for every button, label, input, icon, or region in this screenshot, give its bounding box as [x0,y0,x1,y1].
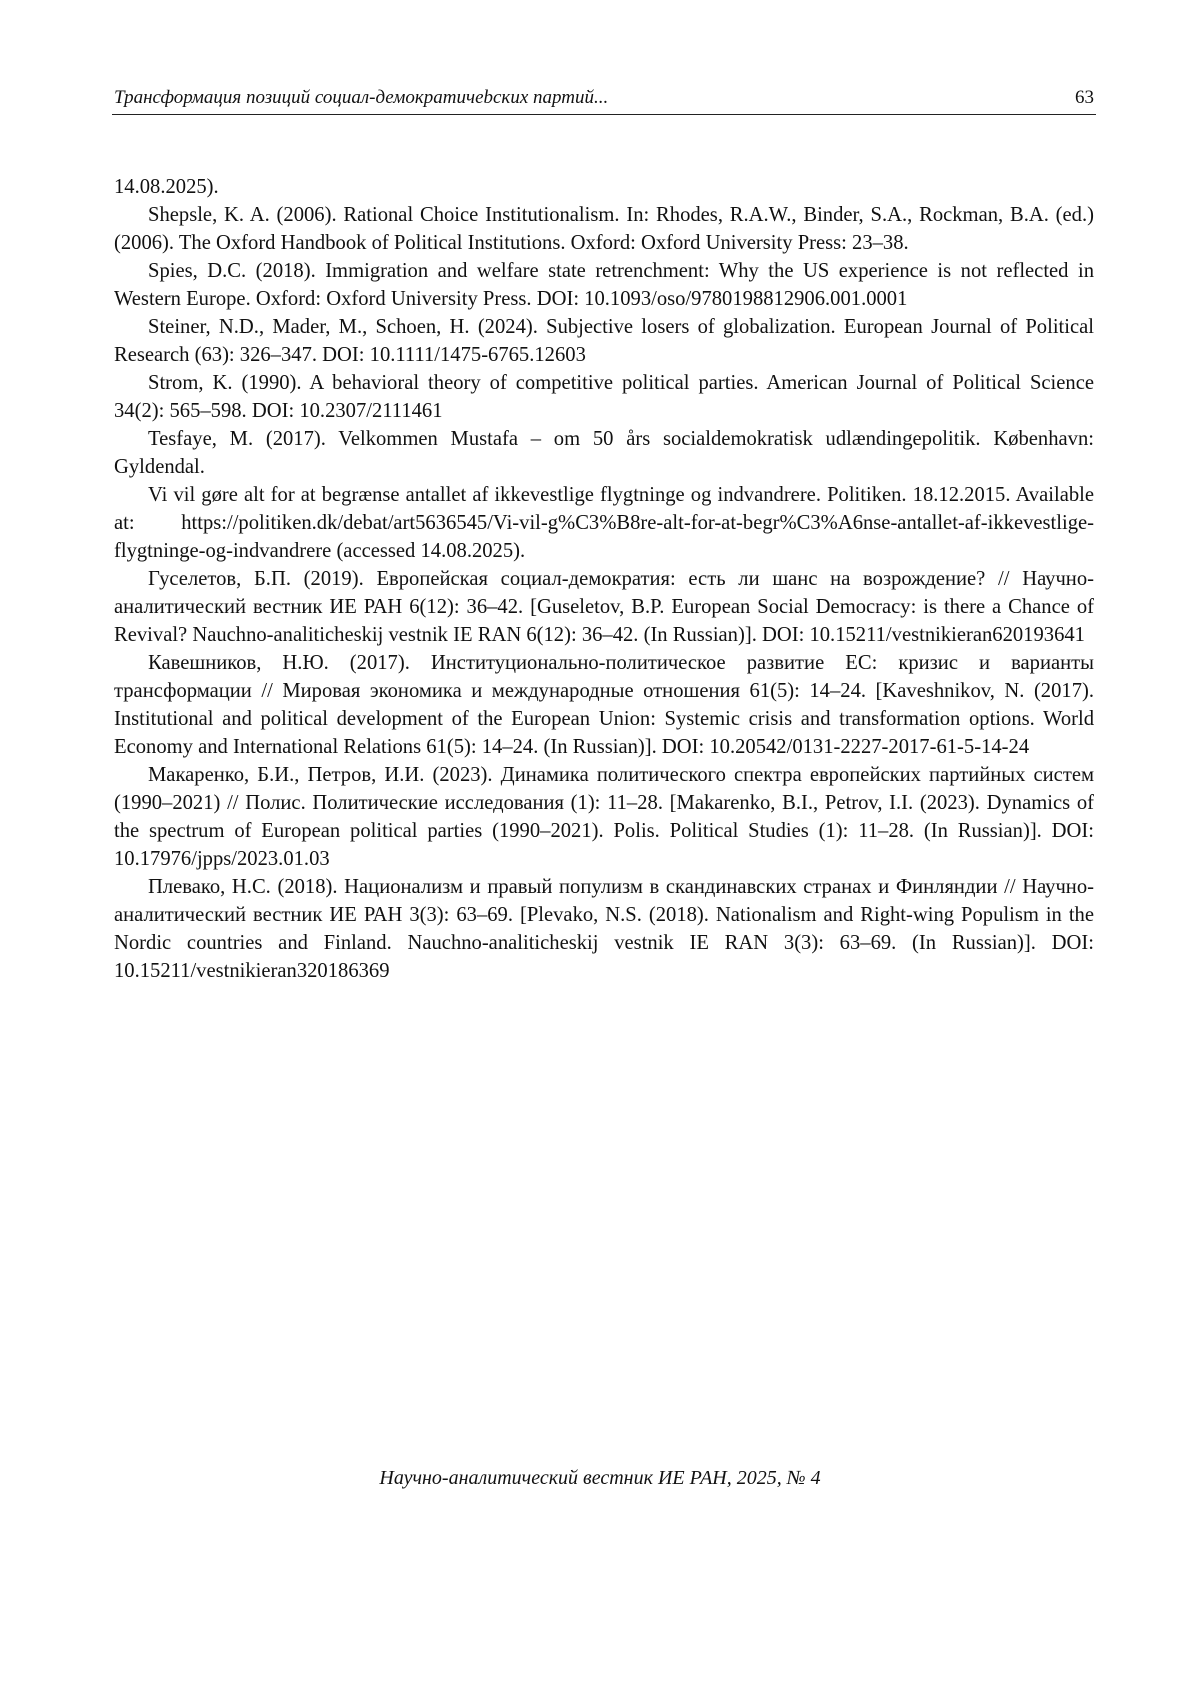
reference-list [114,173,1094,985]
running-header [112,84,1096,115]
reference-politiken-2015: Vi vil gøre alt for at begrænse antallet af ikkevestlige flygtninge og indvandrere. Politiken. 18.12.2015. Available at: https://politiken.dk/debat/art5636545/Vi-vil-g%C3%B8re-alt-for-at-​begr%C3%A6nse-antallet-af-ikkevestlige-flygtninge-og-indvandrere (accessed 14.08.2025). [114,484,1094,562]
reference-kaveshnikov-2017: Кавешников, Н.Ю. (2017). Институционально-политическое развитие ЕС: кризис и варианты трансформации // Мировая экономика и международные отношения 61(5): 14–24. [Kaveshnikov, N. (2017). Institutional and political development of the European Union: Systemic crisis and transformation options. World Economy and International Relations 61(5): 14–24. (In Russian)]. DOI: 10.20542/0131-2227-2017-61-5-14-24 [114,652,1094,758]
reference-guseletov-2019: Гуселетов, Б.П. (2019). Европейская социал-демократия: есть ли шанс на возрождение? // Научно-аналитический вестник ИЕ РАН 6(12): 36–42. [Guseletov, B.P. European Social Democracy: is there a Chance of Revival? Nauchno-analiticheskij vestnik IE RAN 6(12): 36–42. (In Russian)]. DOI: 10.15211/vestnikieran620193641 [114,568,1094,646]
reference-spies-2018: Spies, D.C. (2018). Immigration and welfare state retrenchment: Why the US experience is not reflected in Western Europe. Oxford: Oxford University Press. DOI: 10.1093/oso/9780198812906.001.0001 [114,260,1094,310]
reference-continuation: 14.08.2025). [114,176,219,198]
header-title: Трансформация позиций социал-демократичеbских партий... [114,87,609,108]
reference-steiner-2024: Steiner, N.D., Mader, M., Schoen, H. (2024). Subjective losers of globalization. European Journal of Political Research (63): 326–347. DOI: 10.1111/1475-6765.12603 [114,316,1094,366]
page-number: 63 [1075,87,1094,108]
reference-shepsle-2006: Shepsle, K. A. (2006). Rational Choice Institutionalism. In: Rhodes, R.A.W., Binder, S.A., Rockman, B.A. (ed.) (2006). The Oxford Handbook of Political Institutions. Oxford: Oxford University Press: 23–38. [114,204,1094,254]
reference-strom-1990: Strom, K. (1990). A behavioral theory of competitive political parties. American Journal of Political Science 34(2): 565–598. DOI: 10.2307/2111461 [114,372,1094,422]
reference-makarenko-2023: Макаренко, Б.И., Петров, И.И. (2023). Динамика политического спектра европейских партийных систем (1990–2021) // Полис. Политические исследования (1): 11–28. [Makarenko, B.I., Petrov, I.I. (2023). Dynamics of the spectrum of European political parties (1990–2021). Polis. Political Studies (1): 11–28. (In Russian)]. DOI: 10.17976/jpps/2023.01.03 [114,764,1094,870]
reference-plevako-2018: Плевако, Н.С. (2018). Национализм и правый популизм в скандинавских странах и Финляндии // Научно-аналитический вестник ИЕ РАН 3(3): 63–69. [Plevako, N.S. (2018). Nationalism and Right-wing Populism in the Nordic countries and Finland. Nauchno-analiticheskij vestnik IE RAN 3(3): 63–69. (In Russian)]. DOI: 10.15211/vestnikieran320186369 [114,876,1094,982]
reference-tesfaye-2017: Tesfaye, M. (2017). Velkommen Mustafa – om 50 års socialdemokratisk udlændingepolitik. København: Gyldendal. [114,428,1094,478]
running-footer: Научно-аналитический вестник ИЕ РАН, 2025, № 4 [379,1467,821,1489]
